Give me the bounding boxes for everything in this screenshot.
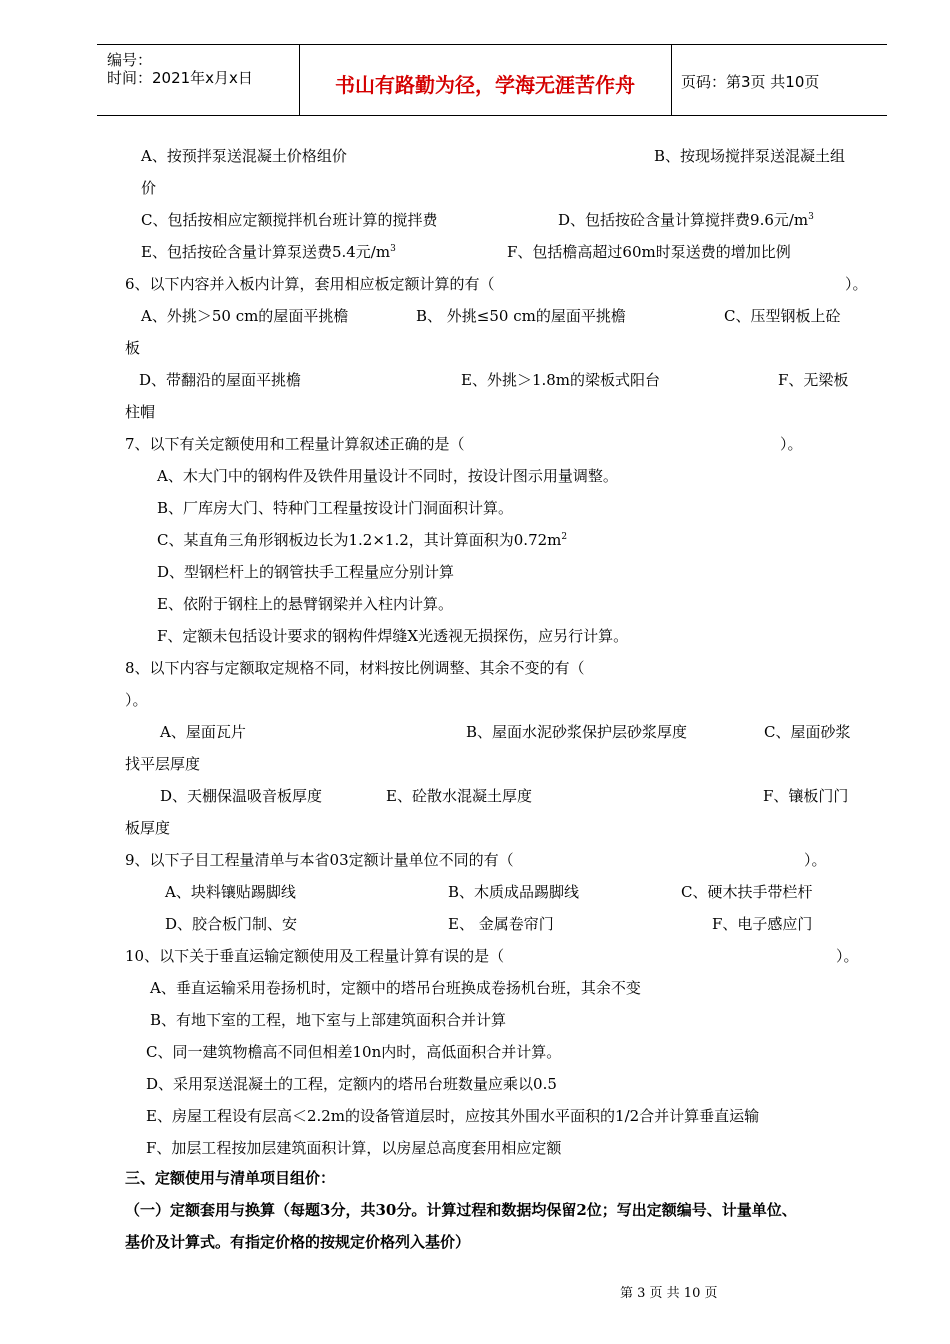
header-meta-cell (97, 45, 300, 115)
q8-stem-end: ）。 (125, 691, 148, 709)
q7-stem-end: ）。 (780, 435, 803, 453)
q6-option-f: F、无梁板 (778, 371, 849, 389)
header-page-cell (671, 45, 887, 115)
q5-option-a: A、按预拌泵送混凝土价格组价 (141, 147, 347, 165)
section-3-sub1-cont: 基价及计算式。有指定价格的按规定价格列入基价） (125, 1233, 471, 1251)
q6-option-c-cont: 板 (125, 339, 141, 357)
q10-option-e: E、房屋工程设有层高＜2.2m的设备管道层时，应按其外围水平面积的1/2合并计算垂直运输 (146, 1107, 760, 1125)
q8-option-f-cont: 板厚度 (125, 819, 171, 837)
q6-option-d: D、带翻沿的屋面平挑檐 (139, 371, 302, 389)
q6-option-e: E、外挑＞1.8m的梁板式阳台 (461, 371, 661, 389)
q10-stem: 10、以下关于垂直运输定额使用及工程量计算有误的是（ (125, 947, 505, 965)
q7-option-c: C、某直角三角形钢板边长为1.2×1.2，其计算面积为$0.72m^2$ (157, 531, 568, 549)
q10-option-f: F、加层工程按加层建筑面积计算，以房屋总高度套用相应定额 (146, 1139, 562, 1157)
q9-option-d: D、胶合板门制、安 (165, 915, 298, 933)
q6-option-f-cont: 柱帽 (125, 403, 156, 421)
q9-stem-end: ）。 (804, 851, 827, 869)
q5-option-b-cont: 价 (141, 179, 157, 197)
q10-stem-end: ）。 (836, 947, 859, 965)
q5-option-b: B、按现场搅拌泵送混凝土组 (654, 147, 846, 165)
section-3-sub1: （一）定额套用与换算（每题3分，共30分。计算过程和数据均保留2位；写出定额编号、计量单位、 (125, 1201, 797, 1219)
q10-option-a: A、垂直运输采用卷扬机时，定额中的塔吊台班换成卷扬机台班，其余不变 (150, 979, 641, 997)
q10-option-d: D、采用泵送混凝土的工程，定额内的塔吊台班数量应乘以0.5 (146, 1075, 557, 1093)
q5-option-f: F、包括檐高超过60m时泵送费的增加比例 (507, 243, 791, 261)
q10-option-c: C、同一建筑物檐高不同但相差10n内时，高低面积合并计算。 (146, 1043, 562, 1061)
q6-option-c: C、压型钢板上砼 (724, 307, 841, 325)
header-motto-cell (299, 45, 672, 115)
q8-option-c: C、屋面砂浆 (764, 723, 851, 741)
q6-option-a: A、外挑＞50 cm的屋面平挑檐 (141, 307, 349, 325)
q7-option-d: D、型钢栏杆上的钢管扶手工程量应分别计算 (157, 563, 455, 581)
time-label: 时间：2021年x月x日 (107, 69, 253, 87)
q9-option-c: C、硬木扶手带栏杆 (681, 883, 813, 901)
q8-option-d: D、天棚保温吸音板厚度 (160, 787, 323, 805)
q7-option-e: E、依附于钢柱上的悬臂钢梁并入柱内计算。 (157, 595, 453, 613)
q8-option-e: E、砼散水混凝土厚度 (386, 787, 532, 805)
page-code: 页码：第3页 共10页 (681, 73, 820, 91)
q9-stem: 9、以下子目工程量清单与本省03定额计量单位不同的有（ (125, 851, 514, 869)
q7-stem: 7、以下有关定额使用和工程量计算叙述正确的是（ (125, 435, 465, 453)
motto: 书山有路勤为径，学海无涯苦作舟 (335, 73, 635, 97)
q10-option-b: B、有地下室的工程，地下室与上部建筑面积合并计算 (150, 1011, 507, 1029)
q9-option-a: A、块料镶贴踢脚线 (165, 883, 296, 901)
page-header (97, 44, 887, 116)
q9-option-b: B、木质成品踢脚线 (448, 883, 580, 901)
q6-option-b: B、 外挑≤50 cm的屋面平挑檐 (416, 307, 626, 325)
section-3-title: 三、定额使用与清单项目组价： (125, 1169, 336, 1187)
q8-option-b: B、屋面水泥砂浆保护层砂浆厚度 (466, 723, 688, 741)
q7-option-f: F、定额未包括设计要求的钢构件焊缝X光透视无损探伤，应另行计算。 (157, 627, 629, 645)
q7-option-b: B、厂库房大门、特种门工程量按设计门洞面积计算。 (157, 499, 514, 517)
q6-stem-end: ）。 (845, 275, 868, 293)
number-label: 编号： (107, 51, 153, 69)
q7-option-a: A、木大门中的钢构件及铁件用量设计不同时，按设计图示用量调整。 (157, 467, 618, 485)
q8-option-c-cont: 找平层厚度 (125, 755, 201, 773)
page-footer: 第 3 页 共 10 页 (620, 1286, 718, 1301)
q8-stem: 8、以下内容与定额取定规格不同，材料按比例调整、其余不变的有（ (125, 659, 585, 677)
q9-option-f: F、电子感应门 (712, 915, 813, 933)
q5-option-d: D、包括按砼含量计算搅拌费9.6元$/m^3$ (558, 211, 814, 229)
q8-option-a: A、屋面瓦片 (160, 723, 246, 741)
q5-option-e: E、包括按砼含量计算泵送费5.4元$/m^3$ (141, 243, 396, 261)
q8-option-f: F、镶板门门 (763, 787, 849, 805)
q9-option-e: E、 金属卷帘门 (448, 915, 554, 933)
q5-option-c: C、包括按相应定额搅拌机台班计算的搅拌费 (141, 211, 438, 229)
q6-stem: 6、以下内容并入板内计算，套用相应板定额计算的有（ (125, 275, 495, 293)
